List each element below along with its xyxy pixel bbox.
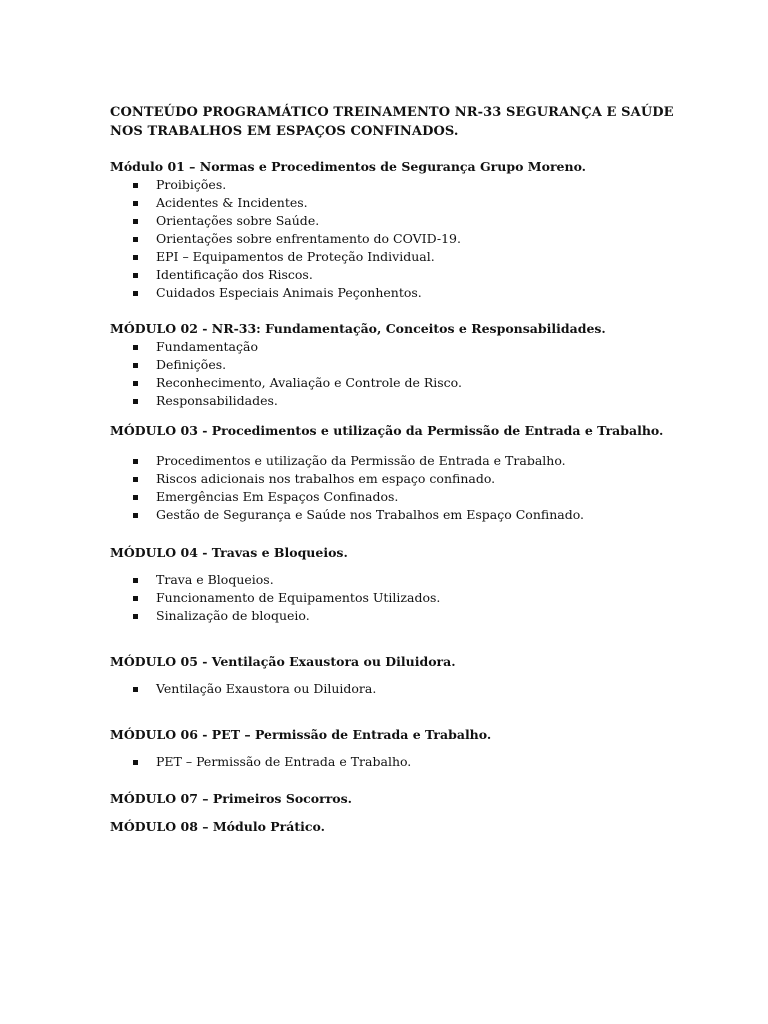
- list-item-text: Procedimentos e utilização da Permissão de Entrada e Trabalho.: [156, 453, 566, 468]
- list-item-text: Orientações sobre Saúde.: [156, 213, 320, 228]
- bullet-icon: [133, 459, 138, 464]
- list-item: [156, 338, 710, 356]
- list-item-text: Definições.: [156, 357, 227, 372]
- list-item-text: Orientações sobre enfrentamento do COVID-19.: [156, 231, 461, 246]
- bullet-icon: [133, 345, 138, 350]
- bullet-icon: [133, 201, 138, 206]
- list-item: [156, 194, 710, 212]
- list-item-text: Riscos adicionais nos trabalhos em espaço confinado.: [156, 471, 496, 486]
- list-item-text: Ventilação Exaustora ou Diluidora.: [156, 681, 377, 696]
- list-item-text: Acidentes & Incidentes.: [156, 195, 308, 210]
- bullet-icon: [133, 219, 138, 224]
- list-item-text: Cuidados Especiais Animais Peçonhentos.: [156, 285, 422, 300]
- bullet-icon: [133, 381, 138, 386]
- list-item: [156, 506, 710, 524]
- list-item: [156, 248, 710, 266]
- module-06-heading: MÓDULO 06 - PET – Permissão de Entrada e Trabalho.: [110, 727, 492, 742]
- document-title-line-2: NOS TRABALHOS EM ESPAÇOS CONFINADOS.: [110, 124, 459, 139]
- list-item: [156, 176, 710, 194]
- module-04-list: [110, 571, 710, 625]
- bullet-icon: [133, 513, 138, 518]
- list-item-text: Emergências Em Espaços Confinados.: [156, 489, 399, 504]
- module-02-list: [110, 338, 710, 410]
- module-05-heading: MÓDULO 05 - Ventilação Exaustora ou Diluidora.: [110, 654, 456, 669]
- list-item: [156, 212, 710, 230]
- module-02-heading: MÓDULO 02 - NR-33: Fundamentação, Conceitos e Responsabilidades.: [110, 321, 606, 336]
- bullet-icon: [133, 255, 138, 260]
- list-item-text: Reconhecimento, Avaliação e Controle de Risco.: [156, 375, 462, 390]
- bullet-icon: [133, 399, 138, 404]
- list-item: [156, 452, 710, 470]
- list-item-text: Fundamentação: [156, 339, 258, 354]
- list-item: [156, 680, 710, 698]
- module-03-heading: MÓDULO 03 - Procedimentos e utilização da Permissão de Entrada e Trabalho.: [110, 423, 664, 438]
- bullet-icon: [133, 760, 138, 765]
- list-item: [156, 571, 710, 589]
- list-item: [156, 470, 710, 488]
- bullet-icon: [133, 237, 138, 242]
- module-08-heading: MÓDULO 08 – Módulo Prático.: [110, 819, 325, 834]
- list-item-text: PET – Permissão de Entrada e Trabalho.: [156, 754, 412, 769]
- bullet-icon: [133, 596, 138, 601]
- document-page: [110, 103, 710, 836]
- document-title-line-1: CONTEÚDO PROGRAMÁTICO TREINAMENTO NR-33 SEGURANÇA E SAÚDE: [110, 105, 674, 120]
- module-04-heading: MÓDULO 04 - Travas e Bloqueios.: [110, 545, 348, 560]
- module-03-list: [110, 452, 710, 524]
- module-01-heading: Módulo 01 – Normas e Procedimentos de Segurança Grupo Moreno.: [110, 159, 587, 174]
- list-item: [156, 392, 710, 410]
- list-item-text: Funcionamento de Equipamentos Utilizados.: [156, 590, 441, 605]
- list-item: [156, 356, 710, 374]
- list-item: [156, 266, 710, 284]
- bullet-icon: [133, 614, 138, 619]
- bullet-icon: [133, 687, 138, 692]
- list-item: [156, 284, 710, 302]
- list-item: [156, 230, 710, 248]
- list-item-text: Proibições.: [156, 177, 227, 192]
- list-item: [156, 589, 710, 607]
- module-07-heading: MÓDULO 07 – Primeiros Socorros.: [110, 791, 353, 806]
- list-item: [156, 607, 710, 625]
- list-item-text: Responsabilidades.: [156, 393, 278, 408]
- module-06-list: [110, 753, 710, 771]
- list-item-text: EPI – Equipamentos de Proteção Individual.: [156, 249, 435, 264]
- list-item: [156, 488, 710, 506]
- bullet-icon: [133, 273, 138, 278]
- list-item: [156, 374, 710, 392]
- list-item-text: Identificação dos Riscos.: [156, 267, 313, 282]
- list-item-text: Sinalização de bloqueio.: [156, 608, 310, 623]
- module-01-list: [110, 176, 710, 302]
- bullet-icon: [133, 495, 138, 500]
- bullet-icon: [133, 183, 138, 188]
- list-item-text: Trava e Bloqueios.: [156, 572, 274, 587]
- list-item: [156, 753, 710, 771]
- list-item-text: Gestão de Segurança e Saúde nos Trabalhos em Espaço Confinado.: [156, 507, 584, 522]
- module-05-list: [110, 680, 710, 698]
- bullet-icon: [133, 578, 138, 583]
- bullet-icon: [133, 363, 138, 368]
- bullet-icon: [133, 477, 138, 482]
- bullet-icon: [133, 291, 138, 296]
- document-title: [110, 103, 710, 141]
